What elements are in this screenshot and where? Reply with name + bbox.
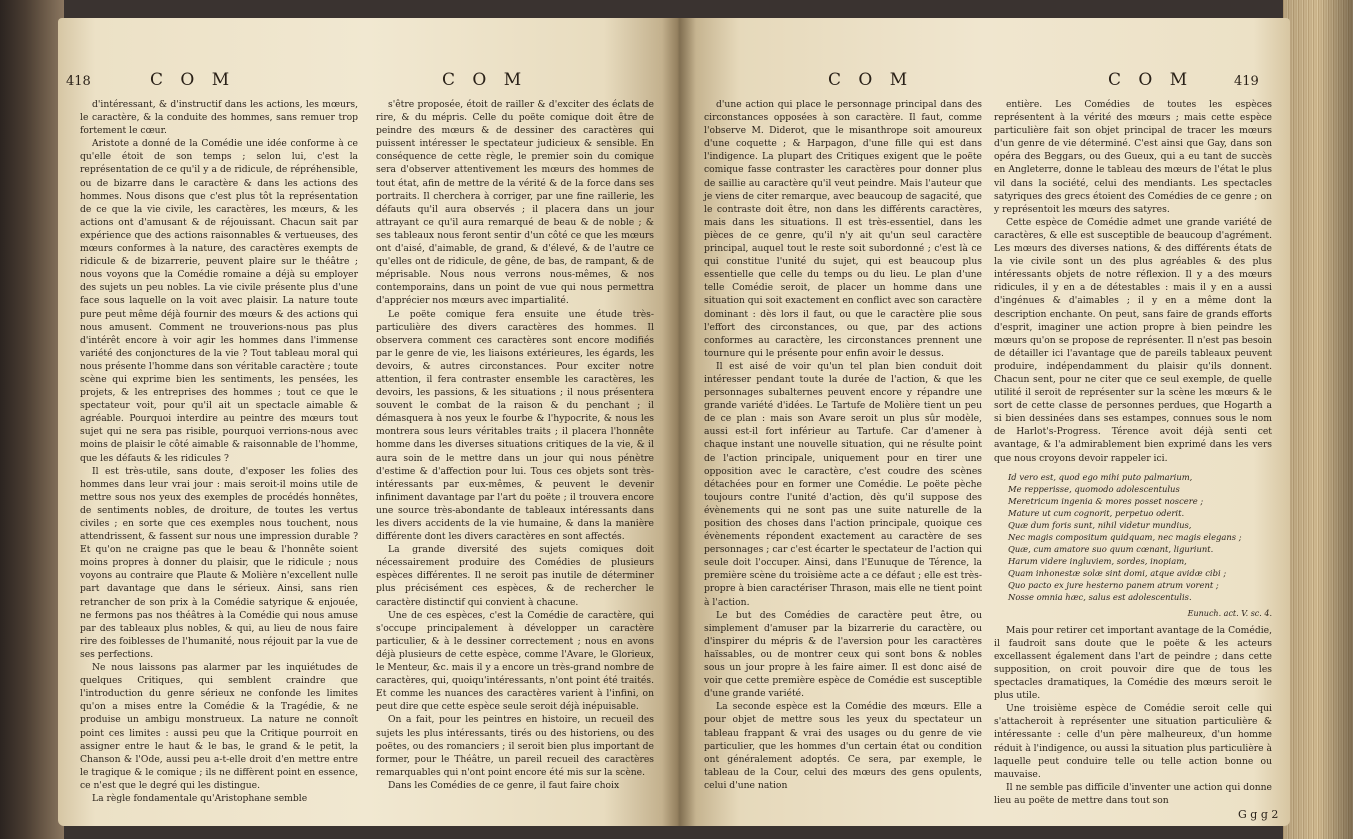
latin-verse-quotation	[1008, 471, 1272, 603]
paragraph: Il est aisé de voir qu'un tel plan bien conduit doit intéresser pendant toute la durée de l'action, & que les personnages subalternes peuvent encore y répandre une grande variété d'idées. Le Tartufe de Molière tient un peu de ce plan : mais son Avare seroit un plus sûr modèle, aussi est-il fort inférieur au Tartufe. Car d'amener à chaque instant une nouvelle situation, qui ne résulte point de l'action principale, uniquement pour en tirer une opposition avec le caractère, c'est coudre des scènes détachées pour en former une Comédie. Le poëte pèche toujours contre l'unité d'action, dès qu'il suppose des évènements qui ne sont pas une suite naturelle de la position des choses dans l'action principale, quoique ces évènements répondent exactement au caractère de ses personnages ; car c'est écarter le spectateur de l'action qui seule doit l'occuper. Ainsi, dans l'Eunuque de Térence, la première scène du troisième acte a ce défaut ; elle est très-propre à bien caractériser Thrason, mais elle ne tient point à l'action.	[704, 360, 982, 608]
paragraph: On a fait, pour les peintres en histoire, un recueil des sujets les plus intéressants, tirés ou des historiens, ou des poëtes, ou des romanciers ; il seroit bien plus important de former, pour le Théâtre, un pareil recueil des caractères remarquables qui n'ont point encore été mis sur la scène.	[376, 714, 654, 778]
book-gutter	[662, 18, 696, 826]
paragraph: La seconde espèce est la Comédie des mœurs. Elle a pour objet de mettre sous les yeux du spectateur un tableau frappant & vrai des usages ou du genre de vie particulier, que les hommes d'un certain état ou condition ont généralement adoptés. Ce sera, par exemple, le tableau de la Cour, celui des mœurs des gens opulents, celui d'une nation	[704, 701, 982, 791]
right-page-number: 419	[1234, 74, 1259, 89]
book-page-edges-right	[1283, 0, 1353, 839]
book-cover-left-edge	[0, 0, 64, 839]
verse-citation: Eunuch. act. V. sc. 4.	[1187, 608, 1272, 618]
verse-line: Quæ dum foris sunt, nihil videtur mundius,	[1008, 519, 1192, 530]
paragraph: Ne nous laissons pas alarmer par les inquiétudes de quelques Critiques, qui semblent craindre que l'introduction du genre sérieux ne confonde les limites qu'on a mises entre la Comédie & la Tragédie, & ne produise un ambigu monstrueux. La nature ne connoît point ces limites : aussi peu que la Critique pourroit en assigner entre le haut & le bas, le grand & le petit, la Chanson & l'Ode, aussi peu a-t-elle droit d'en mettre entre le tragique & le comique ; ils ne diffèrent point en essence, ce n'est que le degré qui les distingue.	[80, 662, 358, 791]
paragraph: Le poëte comique fera ensuite une étude très-particulière des divers caractères des hommes. Il observera comment ces caractères sont encore modifiés par le genre de vie, les liaisons extérieures, les égards, les devoirs, & autres circonstances. Pour exciter notre attention, il fera contraster ensemble les caractères, les devoirs, les passions, & les situations ; il nous présentera souvent le combat de la raison & du penchant ; il démasquera à nos yeux le fourbe & l'hypocrite, & nous les montrera sous leurs véritables traits ; il placera l'honnête homme dans les diverses situations critiques de la vie, & il aura soin de le mettre dans un jour qui nous pénètre d'estime & d'affection pour lui. Tous ces objets sont très-intéressants par eux-mêmes, & peuvent le devenir infiniment davantage par l'art du poëte ; il trouvera encore une source très-abondante de tableaux intéressants dans les divers accidents de la vie humaine, & dans la manière différente dont les divers caractères en sont affectés.	[376, 308, 654, 543]
verse-line: Nosse omnia hæc, salus est adolescentulis.	[1008, 591, 1192, 602]
paragraph: Mais pour retirer cet important avantage de la Comédie, il faudroit sans doute que le poëte & les acteurs excellassent également dans l'art de peindre ; dans cette supposition, on croit pouvoir dire que de tous les spectacles dramatiques, la Comédie des mœurs seroit le plus utile.	[994, 624, 1272, 702]
paragraph: Une troisième espèce de Comédie seroit celle qui s'attacheroit à représenter une situation particulière & intéressante : celle d'un père malheureux, d'un homme réduit à l'indigence, ou aussi la situation plus particulière à laquelle peut conduire telle ou telle action bonne ou mauvaise.	[994, 703, 1272, 780]
verse-line: Harum videre ingluviem, sordes, inopiam,	[1008, 555, 1187, 566]
verse-line: Id vero est, quod ego mihi puto palmarium,	[1008, 471, 1193, 482]
left-column-2	[376, 98, 654, 798]
verse-line: Quo pacto ex jure hesterno panem atrum vorent ;	[1008, 579, 1219, 590]
verse-line: Mature ut cum cognorit, perpetuo oderit.	[1008, 507, 1185, 518]
verse-line: Quæ, cum amatore suo quum cœnant, liguriunt.	[1008, 543, 1214, 554]
paragraph: s'être proposée, étoit de railler & d'exciter des éclats de rire, & du mépris. Celle du poëte comique doit être de peindre des mœurs & de dessiner des caractères qui puissent intéresser le spectateur judicieux & sensible. En conséquence de cette règle, le premier soin du comique sera d'observer attentivement les mœurs des hommes de tout état, afin de mettre de la vérité & de la force dans ses portraits. Il cherchera à corriger, par une fine raillerie, les défauts qu'il aura observés ; il placera dans un jour attrayant ce qu'il aura remarqué de beau & de noble ; & ses tableaux nous feront sentir d'un côté ce que les mœurs ont d'aisé, d'aimable, de grand, & d'élevé, & de l'autre ce qu'elles ont de ridicule, de gêne, de bas, de rampant, & de méprisable. Nous nous verrons nous-mêmes, & nos contemporains, dans un point de vue qui nous permettra d'apprécier nos mœurs avec impartialité.	[376, 99, 654, 307]
right-column-2-body	[994, 98, 1272, 465]
paragraph: Il ne semble pas difficile d'inventer une action qui donne lieu au poëte de mettre dans tout son	[994, 781, 1272, 806]
paragraph: Une de ces espèces, c'est la Comédie de caractère, qui s'occupe principalement à développer un caractère particulier, & à le dessiner correctement ; nous en avons déjà plusieurs de cette espèce, comme l'Avare, le Glorieux, le Menteur, &c. mais il y a encore un très-grand nombre de caractères, qui, quoiqu'intéressants, n'ont point été traités. Et comme les nuances des caractères varient à l'infini, on peut dire que cette espèce seule seroit déjà inépuisable.	[376, 609, 654, 713]
paragraph: d'intéressant, & d'instructif dans les actions, les mœurs, le caractère, & la conduite des hommes, sans remuer trop fortement le cœur.	[80, 99, 358, 137]
paragraph: Dans les Comédies de ce genre, il faut faire choix	[388, 779, 620, 791]
verse-line: Meretricum ingenia & mores posset noscere ;	[1008, 495, 1204, 506]
paragraph: entière. Les Comédies de toutes les espèces représentent à la vérité des mœurs ; mais cette espèce particulière fait son objet principal de tracer les mœurs d'un genre de vie déterminé. C'est ainsi que Gay, dans son opéra des Beggars, ou des Gueux, qui a eu tant de succès en Angleterre, donne le tableau des mœurs de l'état le plus vil dans la société, celui des mendiants. Les spectacles satyriques des grecs étoient des Comédies de ce genre ; on y représentoit les mœurs des satyres.	[994, 99, 1272, 215]
right-column-1	[704, 98, 982, 798]
right-page	[678, 18, 1290, 826]
left-page-number: 418	[66, 74, 91, 89]
left-running-head-1: C O M	[150, 70, 236, 90]
paragraph: Aristote a donné de la Comédie une idée conforme à ce qu'elle étoit de son temps ; selon lui, c'est la représentation de ce qu'il y a de ridicule, de répréhensible, ou de bizarre dans le caractère & dans les actions des hommes. Nous disons que c'est plus tôt la représentation de ce que la vie civile, les caractères, les mœurs, & les actions ont d'amusant & de réjouissant. Chacun sait par expérience que des actions raisonnables & vertueuses, des mœurs conformes à la nature, des caractères exempts de ridicule & de bizarrerie, peuvent plaire sur le théâtre ; nous voyons que la Comédie romaine a déjà su employer des sujets un peu nobles. La vie civile présente plus d'une face sous laquelle on la voit avec plaisir. La nature toute pure peut même déjà fournir des mœurs & des actions qui nous amusent. Comment ne trouverions-nous pas plus d'intérêt encore à voir agir les hommes dans l'immense variété des conjonctures de la vie ? Tout tableau moral qui nous présente l'homme dans son véritable caractère ; toute scène qui exprime bien les sentiments, les pensées, les projets, & les entreprises des hommes ; tout ce que le spectateur voit, pour qu'il ait un spectacle aimable & agréable. Pourquoi interdire au peintre des mœurs tout sujet qui ne sera pas risible, pourquoi verrions-nous avec moins de plaisir le côté aimable & raisonnable de l'homme, que les défauts & les ridicules ?	[80, 138, 358, 464]
verse-line: Quam inhonestæ solæ sint domi, atque avidæ cibi ;	[1008, 567, 1227, 578]
paragraph: Cette espèce de Comédie admet une grande variété de caractères, & elle est susceptible de beaucoup d'agrément. Les mœurs des diverses nations, & des différents états de la vie civile sont un des plus agréables & des plus intéressants objets de notre réflexion. Il y a des mœurs ridicules, il y en a de détestables : mais il y en a aussi d'ingénues & d'aimables ; il y en a même dont la description enchante. On peut, sans faire de grands efforts d'esprit, imaginer une action propre à bien peindre les mœurs qu'on se propose de représenter. Il n'est pas besoin de détailler ici l'avantage que de pareils tableaux peuvent produire, indépendamment du plaisir qu'ils donnent. Chacun sent, pour ne citer que ce seul exemple, de quelle utilité il seroit de représenter sur la scène les mœurs & le sort de cette classe de personnes perdues, que Hogarth a si bien dessinées dans ses estampes, connues sous le nom de Harlot's-Progress. Térence avoit déjà senti cet avantage, & l'a admirablement bien exprimé dans les vers que nous croyons devoir rappeler ici.	[994, 216, 1272, 464]
left-page	[58, 18, 678, 826]
right-column-2	[994, 98, 1272, 806]
right-running-head-1: C O M	[828, 70, 914, 90]
right-column-2-continuation	[994, 624, 1272, 807]
left-column-1	[80, 98, 358, 804]
verse-line: Nec magis compositum quidquam, nec magis elegans ;	[1008, 531, 1242, 542]
signature-mark: G g g 2	[1238, 808, 1279, 821]
paragraph: La règle fondamentale qu'Aristophane semble	[92, 792, 308, 804]
left-running-head-2: C O M	[442, 70, 528, 90]
paragraph: Il est très-utile, sans doute, d'exposer les folies des hommes dans leur vrai jour : mais seroit-il moins utile de mettre sous nos yeux des exemples de procédés honnêtes, de sentiments nobles, de droiture, de toutes les vertus civiles ; en sorte que ces exemples nous touchent, nous attendrissent, & fassent sur nous une impression durable ? Et qu'on ne craigne pas que le beau & l'honnête soient moins propres à donner du plaisir, que le ridicule ; nous voyons au contraire que Plaute & Molière n'excellent nulle part davantage que dans le sérieux. Ainsi, sans rien retrancher de son prix à la Comédie satyrique & enjouée, ne fermons pas nos théâtres à la Comédie qui nous amuse par des tableaux plus nobles, & qui, au lieu de nous faire rire des foiblesses de l'humanité, nous réjouit par la vue de ses perfections.	[80, 465, 358, 660]
paragraph: d'une action qui place le personnage principal dans des circonstances opposées à son caractère. Il faut, comme l'observe M. Diderot, que le misanthrope soit amoureux d'une coquette ; & Harpagon, d'une fille qui est dans l'indigence. La plupart des Critiques exigent que le poëte comique fasse contraster les caractères pour donner plus de saillie au caractère qu'il veut peindre. Mais l'auteur que je viens de citer remarque, avec beaucoup de sagacité, que le contraste doit être, non dans les différents caractères, mais dans les situations. Il est très-essentiel, dans les pièces de ce genre, qu'il n'y ait qu'un seul caractère principal, auquel tout le reste soit subordonné ; c'est là ce qui constitue l'unité du sujet, qui est beaucoup plus essentielle que celle du temps ou du lieu. Le plan d'une telle Comédie seroit, de placer un homme dans une situation qui soit exactement en conflict avec son caractère dominant : dès lors il faut, ou que le caractère plie sous l'effort des circonstances, ou que, par des actions conformes au caractère, les circonstances prennent une tournure qui le présente pour enfin avoir le dessus.	[704, 99, 982, 359]
paragraph: Le but des Comédies de caractère peut être, ou simplement d'amuser par la bizarrerie du caractère, ou d'inspirer du mépris & de l'aversion pour les caractères haïssables, ou de montrer ceux qui sont bons & nobles sous un jour propre à les faire aimer. Il est donc aisé de voir que cette première espèce de Comédie est susceptible d'une grande variété.	[704, 609, 982, 700]
right-running-head-2: C O M	[1108, 70, 1194, 90]
paragraph: La grande diversité des sujets comiques doit nécessairement produire des Comédies de plusieurs espèces différentes. Il ne seroit pas inutile de déterminer plus précisément ces espèces, & de rechercher le caractère distinctif qui convient à chacune.	[376, 544, 654, 608]
verse-line: Me repperisse, quomodo adolescentulus	[1008, 483, 1180, 494]
